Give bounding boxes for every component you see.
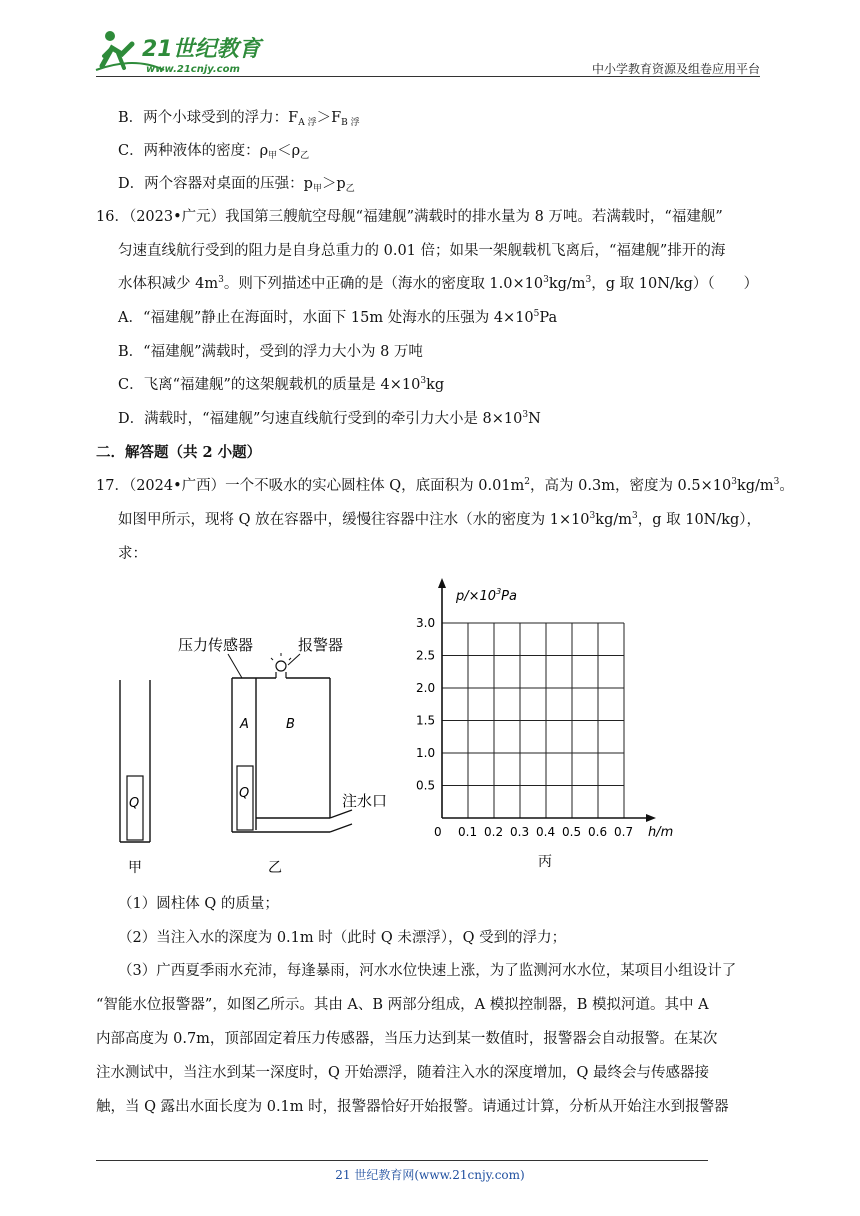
container-jia	[120, 680, 150, 842]
q16-option-b: B．“福建舰”满载时，受到的浮力大小为 8 万吨	[118, 344, 423, 360]
q-label-jia: Q	[129, 796, 140, 811]
y-tick-label: 1.5	[416, 713, 436, 728]
q16-option-d: D．满载时，“福建舰”匀速直线航行受到的牵引力大小是 $8\times 10^3N$	[118, 410, 541, 427]
q15-option-b: B．两个小球受到的浮力：$F_{A 浮}>F_{B 浮}$	[118, 110, 360, 128]
q16-line-1: 16．（2023•广元）我国第三艘航空母舰“福建舰”满载时的排水量为 8 万吨。若满载时，“福建舰”	[96, 209, 723, 225]
origin-label: 0	[434, 825, 442, 839]
y-tick-label: 2.5	[416, 648, 436, 663]
site-logo	[94, 26, 264, 80]
alarm-bulb-icon	[276, 661, 286, 671]
x-tick-label: 0.5	[562, 825, 582, 839]
q15-option-d: D．两个容器对桌面的压强：$p_甲>p_乙$	[118, 176, 355, 194]
label-yi: 乙	[268, 860, 282, 876]
q17-part-2: （2）当注入水的深度为 0.1m 时（此时 Q 未漂浮），Q 受到的浮力；	[118, 930, 567, 946]
x-tick-label: 0.3	[510, 825, 530, 839]
q17-line-1: 17．（2024•广西）一个不吸水的实心圆柱体 Q，底面积为 $0.01m^2$，高为 0.3m，密度为 $0.5\times 10^3kg/m^3$。	[96, 477, 794, 494]
pressure-graph	[416, 578, 656, 839]
y-tick-label: 3.0	[416, 616, 436, 630]
header-divider	[96, 76, 760, 77]
a-label: A	[240, 717, 249, 732]
x-tick-label: 0.4	[536, 825, 556, 839]
label-jia: 甲	[128, 860, 142, 876]
y-tick-label: 1.0	[416, 746, 436, 760]
b-label: B	[286, 717, 295, 732]
q17-line-2: 如图甲所示，现将 Q 放在容器中，缓慢往容器中注水（水的密度为 $1\times 10^3kg/m^3$，g 取 10N/kg），	[118, 511, 762, 528]
q16-option-c: C．飞离“福建舰”的这架舰载机的质量是 $4\times 10^3kg$	[118, 376, 445, 393]
y-axis-arrow-icon	[438, 578, 446, 588]
container-yi	[228, 653, 352, 832]
q-label-yi: Q	[239, 786, 250, 801]
label-bing: 丙	[538, 854, 552, 870]
q16-line-3: 水体积减少 $4m^3$。则下列描述中正确的是（海水的密度取 $1.0\times 10^3kg/m^3$，g 取 10N/kg）（ ）	[118, 275, 759, 292]
q17-line-3: 求：	[118, 546, 147, 562]
x-axis-arrow-icon	[646, 814, 656, 822]
inlet-label: 注水口	[342, 792, 388, 810]
section-heading: 二．解答题（共 2 小题）	[96, 444, 262, 461]
logo-text: 21世纪教育	[142, 37, 261, 62]
y-tick-label: 0.5	[416, 778, 436, 793]
q16-option-a: A．“福建舰”静止在海面时，水面下 15m 处海水的压强为 $4\times 10^5Pa$	[118, 309, 558, 326]
footer-text: 21 世纪教育网(www.21cnjy.com)	[335, 1168, 525, 1182]
runner-logo-icon	[94, 26, 264, 80]
logo-url: www.21cnjy.com	[146, 64, 240, 75]
q17-part-3-line-5: 触，当 Q 露出水面长度为 0.1m 时，报警器恰好开始报警。请通过计算，分析从开始注水到报警器	[96, 1099, 729, 1115]
x-tick-label: 0.1	[458, 825, 478, 839]
q15-option-c: C．两种液体的密度：$\rho_甲<\rho_乙$	[118, 143, 310, 161]
x-tick-label: 0.2	[484, 825, 504, 839]
q17-part-3-line-1: （3）广西夏季雨水充沛，每逢暴雨，河水水位快速上涨，为了监测河水水位，某项目小组设计了	[118, 963, 737, 979]
alarm-label: 报警器	[298, 636, 344, 654]
platform-name: 中小学教育资源及组卷应用平台	[591, 62, 760, 76]
footer-divider	[96, 1160, 708, 1161]
q17-figure	[116, 574, 678, 880]
q17-part-1: （1）圆柱体 Q 的质量；	[118, 896, 279, 912]
x-tick-label: 0.6	[588, 825, 608, 839]
q17-part-3-line-4: 注水测试中，当注水到某一深度时，Q 开始漂浮，随着注入水的深度增加，Q 最终会与传感器接	[96, 1065, 709, 1081]
q16-line-2: 匀速直线航行受到的阻力是自身总重力的 0.01 倍；如果一架舰载机飞离后，“福建舰”排开的海	[118, 243, 726, 259]
x-axis-label: h/m	[648, 825, 674, 840]
sensor-label: 压力传感器	[178, 636, 254, 654]
y-tick-label: 2.0	[416, 681, 436, 695]
q17-part-3-line-2: “智能水位报警器”，如图乙所示。其由 A、B 两部分组成，A 模拟控制器，B 模拟河道。其中 A	[96, 997, 709, 1013]
y-axis-label: $p/\times 10^3Pa$	[456, 587, 517, 604]
x-tick-label: 0.7	[614, 825, 634, 839]
q17-part-3-line-3: 内部高度为 0.7m，顶部固定着压力传感器，当压力达到某一数值时，报警器会自动报警。在某次	[96, 1031, 718, 1047]
figure-svg	[116, 574, 678, 880]
